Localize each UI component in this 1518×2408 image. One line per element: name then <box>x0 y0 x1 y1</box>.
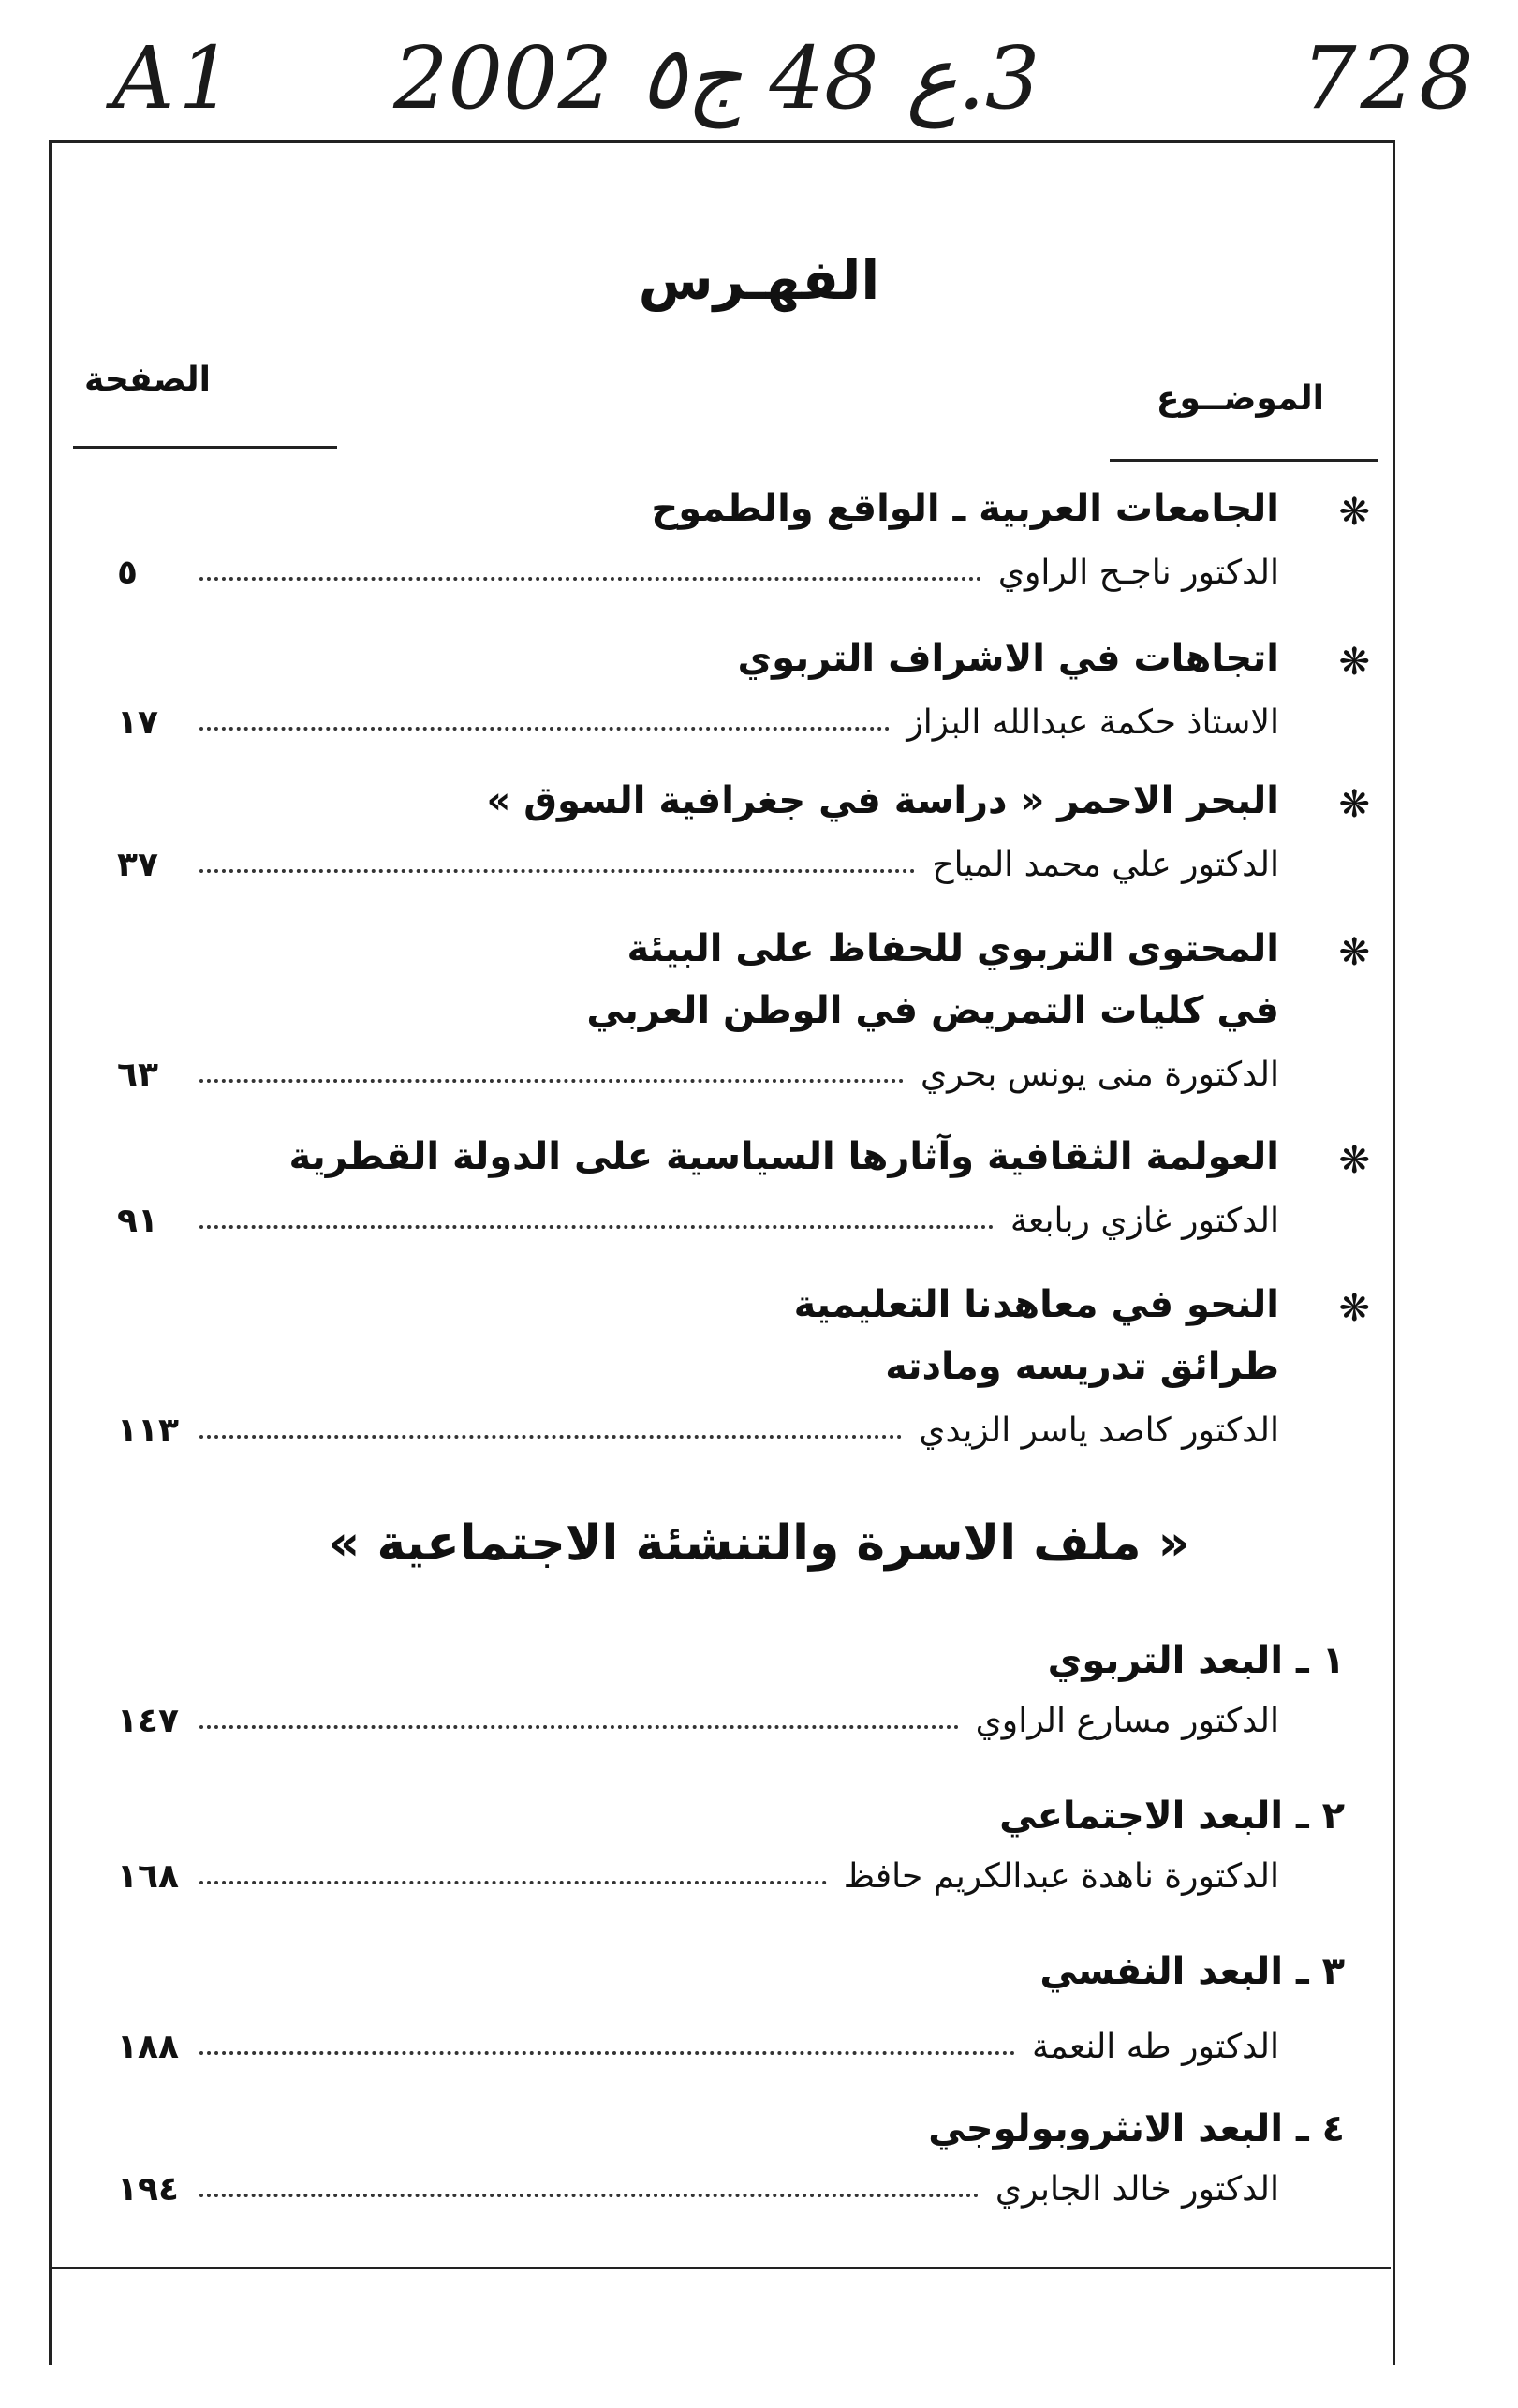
entry-author: الدكتور طه النعمة <box>1031 2028 1279 2066</box>
entry-page: ٩١ <box>117 1202 158 1240</box>
asterisk-icon: ❋ <box>1338 1139 1370 1182</box>
entry-author-row <box>117 545 1279 592</box>
entry-author: الدكتور ناجـح الراوي <box>997 554 1279 592</box>
section-item-number: ١ <box>1321 1639 1345 1682</box>
handwritten-call-number: 3.ع 48 ج٥ 2002 <box>393 28 1040 128</box>
entry-author-row <box>117 2019 1279 2066</box>
leader-dots <box>199 577 981 581</box>
entry-author: الدكتور خالد الجابري <box>995 2170 1279 2209</box>
entry-page: ١٩٤ <box>117 2170 179 2209</box>
section-item-title <box>1048 1639 1345 1682</box>
section-item-number: ٤ <box>1321 2107 1345 2150</box>
entry-title: اتجاهات في الاشراف التربوي <box>737 637 1279 680</box>
leader-dots <box>199 1725 959 1729</box>
entry-page: ٦٣ <box>117 1056 158 1094</box>
entry-author-row <box>117 695 1279 742</box>
entry-author: الدكتور علي محمد المياح <box>932 846 1279 884</box>
section-item-label: ـ البعد النفسي <box>1039 1950 1309 1993</box>
asterisk-icon: ❋ <box>1338 1287 1370 1330</box>
entry-page: ١١٣ <box>117 1411 179 1450</box>
handwritten-code: A1 <box>112 28 237 128</box>
entry-author: الدكتورة ناهدة عبدالكريم حافظ <box>843 1857 1279 1896</box>
entry-title: الجامعات العربية ـ الواقع والطموح <box>651 487 1279 530</box>
entry-author-row <box>117 1403 1279 1450</box>
section-item-label: ـ البعد الانثروبولوجي <box>928 2107 1309 2150</box>
entry-title-continued: طرائق تدريسه ومادته <box>885 1345 1279 1388</box>
entry-title: العولمة الثقافية وآثارها السياسية على الدولة القطرية <box>288 1135 1279 1178</box>
entry-author-row <box>117 1849 1279 1896</box>
section-item-label: ـ البعد الاجتماعي <box>999 1795 1309 1838</box>
asterisk-icon: ❋ <box>1338 783 1370 826</box>
leader-dots <box>199 1225 994 1229</box>
leader-dots <box>199 1079 904 1083</box>
entry-page: ١٧ <box>117 703 158 742</box>
entry-title-continued: في كليات التمريض في الوطن العربي <box>586 989 1279 1032</box>
entry-author-row <box>117 2162 1279 2209</box>
entry-page: ١٦٨ <box>117 1857 179 1896</box>
section-item-title <box>999 1795 1345 1838</box>
column-header-page: الصفحة <box>84 361 212 399</box>
handwritten-record-number: 728 <box>1302 28 1478 128</box>
section-heading: « ملف الاسرة والتنشئة الاجتماعية » <box>328 1515 1190 1572</box>
asterisk-icon: ❋ <box>1338 491 1370 534</box>
leader-dots <box>199 1881 827 1884</box>
column-divider-topic <box>1110 459 1378 462</box>
entry-page: ١٨٨ <box>117 2028 179 2066</box>
leader-dots <box>199 2194 979 2197</box>
entry-author-row <box>117 837 1279 884</box>
section-item-label: ـ البعد التربوي <box>1047 1639 1309 1682</box>
entry-author: الدكتور كاصد ياسر الزيدي <box>919 1411 1279 1450</box>
entry-title: المحتوى التربوي للحفاظ على البيئة <box>626 927 1279 970</box>
leader-dots <box>199 1435 902 1439</box>
page-title: الفهـرس <box>638 248 880 312</box>
entry-author: الاستاذ حكمة عبدالله البزاز <box>906 703 1279 742</box>
column-divider-page <box>73 446 337 449</box>
entry-page: ١٤٧ <box>117 1702 179 1740</box>
entry-author-row <box>117 1693 1279 1740</box>
asterisk-icon: ❋ <box>1338 641 1370 684</box>
entry-author-row <box>117 1193 1279 1240</box>
entry-author: الدكتور مسارع الراوي <box>975 1702 1279 1740</box>
leader-dots <box>199 869 915 873</box>
entry-page: ٣٧ <box>117 846 158 884</box>
entry-author-row <box>117 1047 1279 1094</box>
section-item-number: ٢ <box>1321 1795 1345 1838</box>
column-header-topic: الموضــوع <box>1156 379 1324 418</box>
entry-author: الدكتور غازي ربابعة <box>1010 1202 1279 1240</box>
entry-title: النحو في معاهدنا التعليمية <box>793 1283 1279 1326</box>
asterisk-icon: ❋ <box>1338 931 1370 974</box>
section-item-title <box>928 2107 1345 2150</box>
entry-author: الدكتورة منى يونس بحري <box>920 1056 1279 1094</box>
bottom-rule <box>52 2267 1391 2269</box>
section-item-title <box>1039 1950 1345 1993</box>
entry-title: البحر الاحمر « دراسة في جغرافية السوق » <box>486 779 1279 822</box>
leader-dots <box>199 727 890 731</box>
section-item-number: ٣ <box>1321 1950 1345 1993</box>
leader-dots <box>199 2051 1015 2055</box>
entry-page: ٥ <box>117 554 138 592</box>
